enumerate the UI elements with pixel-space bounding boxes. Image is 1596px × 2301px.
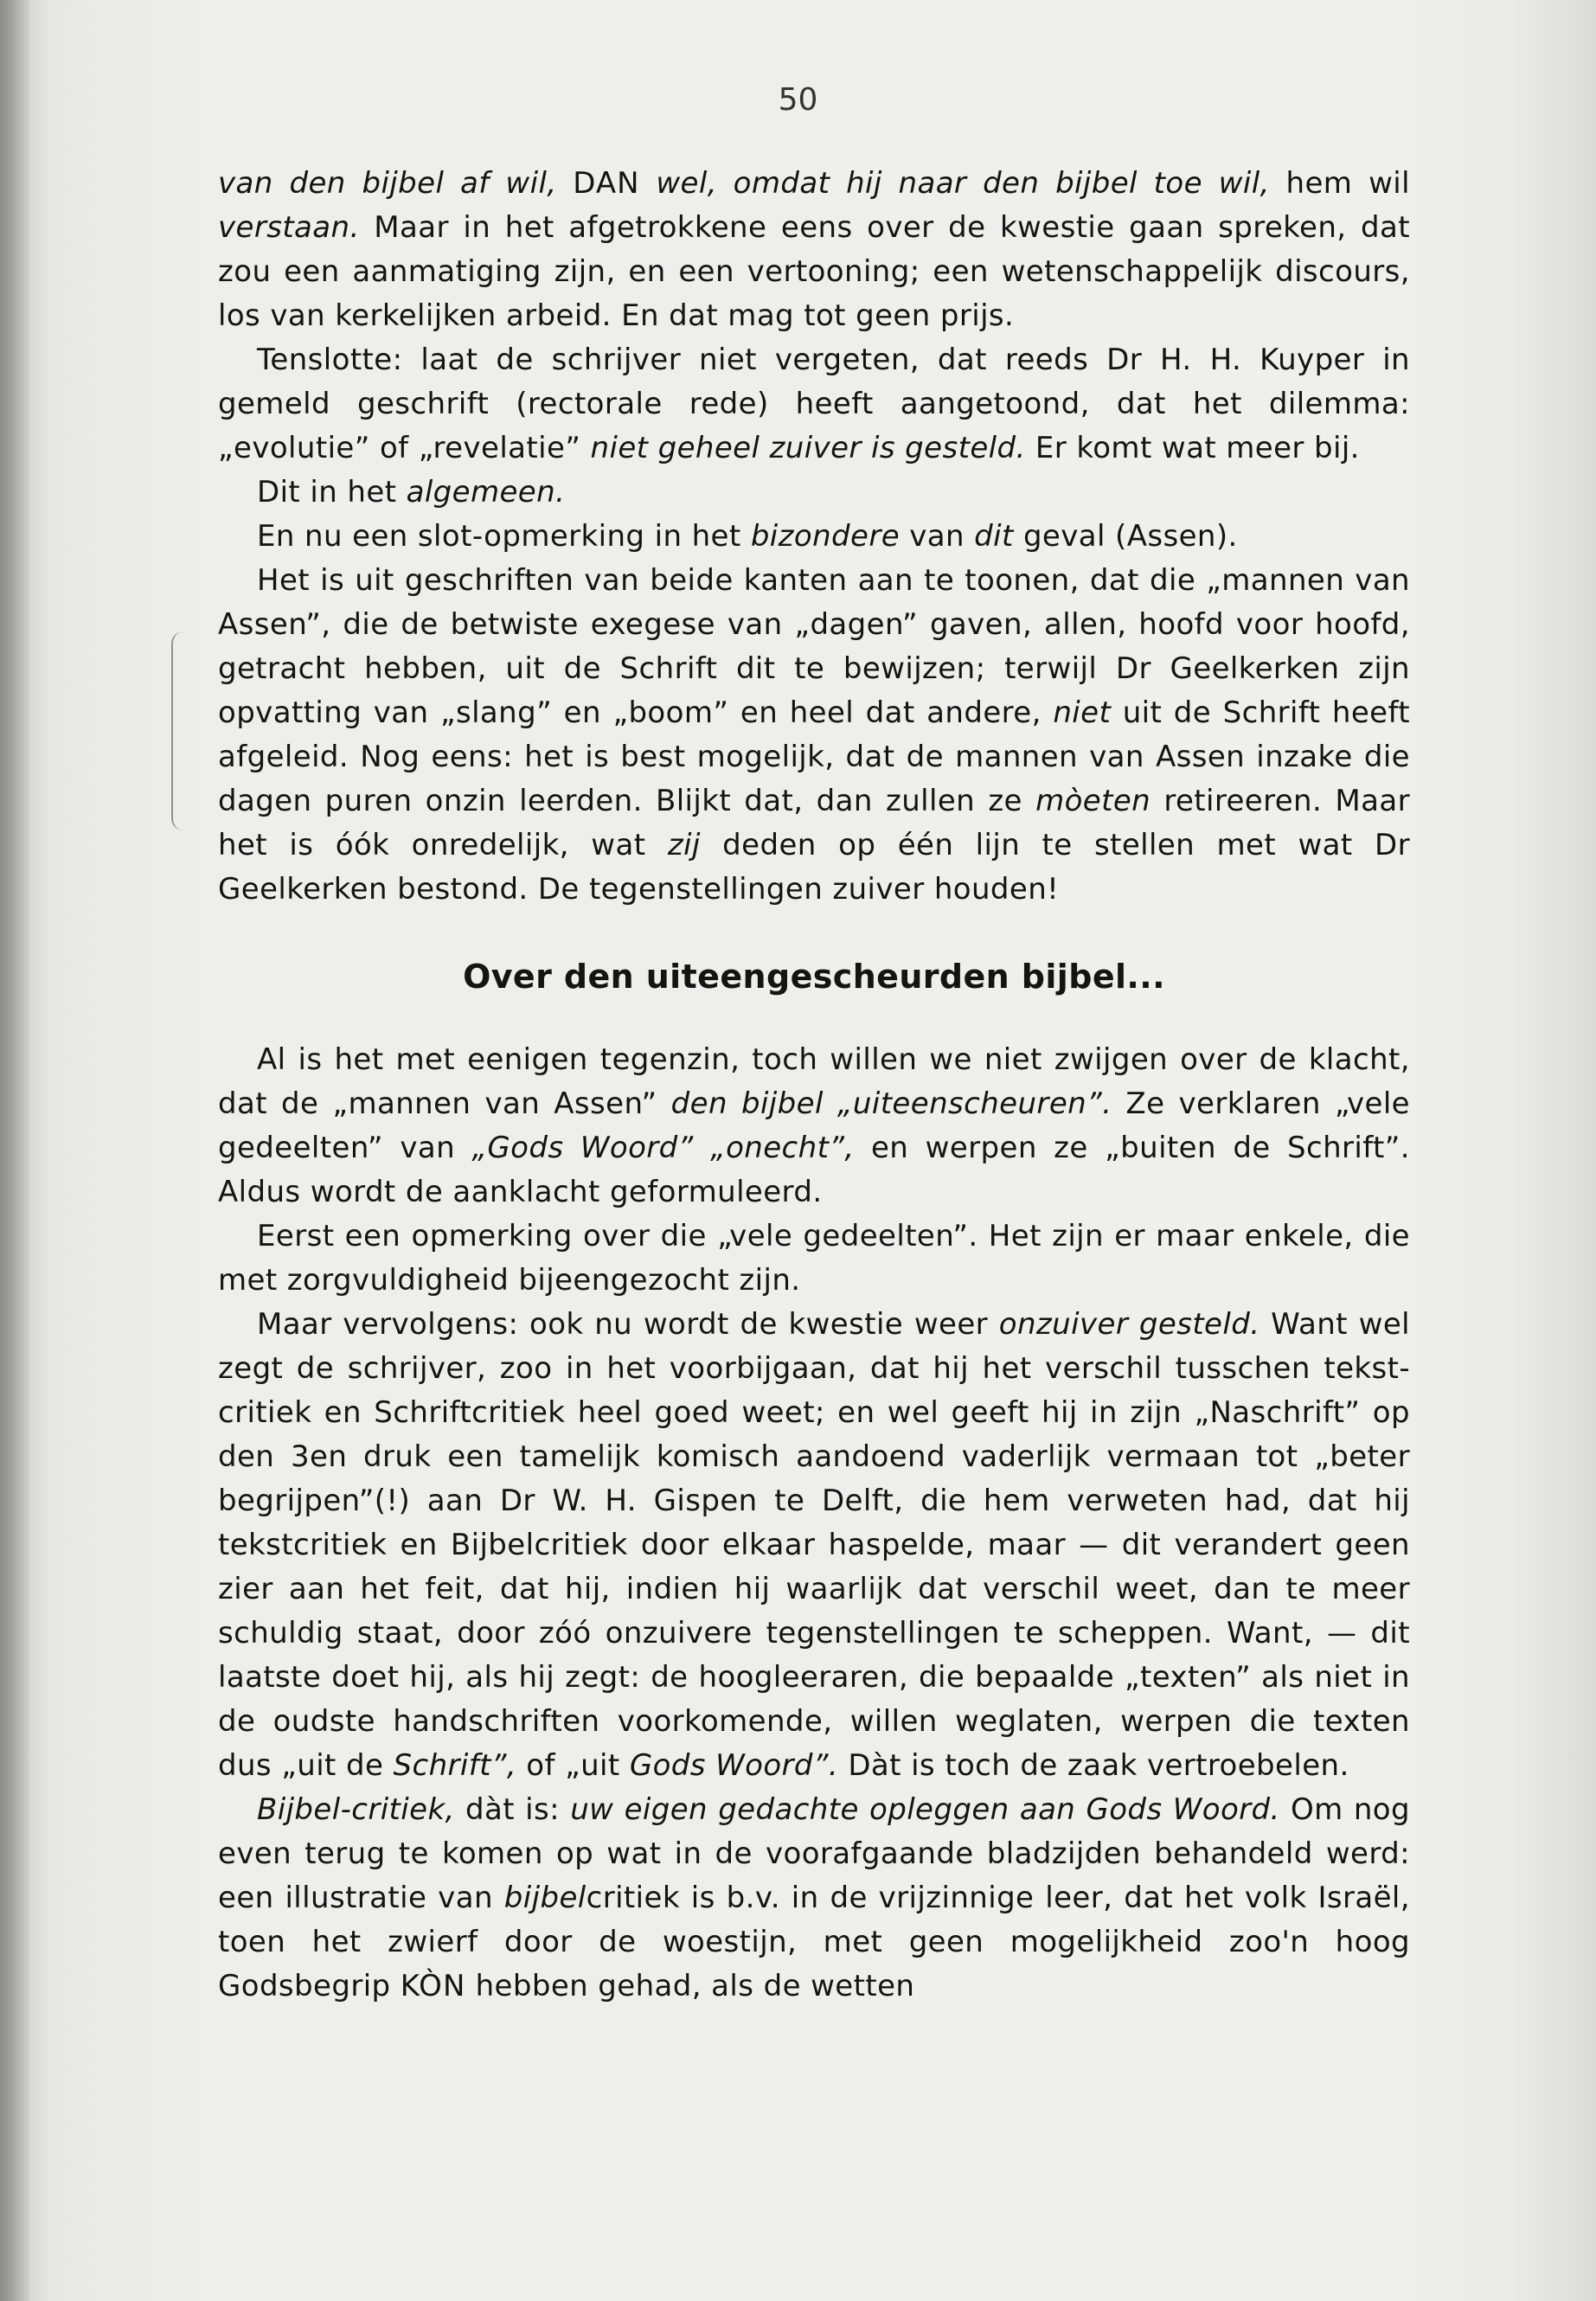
text-segment: verstaan. [218, 210, 360, 245]
text-segment: of „uit [516, 1748, 630, 1783]
text-segment: Al is het met eenigen tegenzin, toch willen we niet zwijgen over de klacht, dat de „mannen van Assen” [218, 1042, 1410, 1121]
text-segment: Dit in het [257, 475, 407, 510]
text-segment: Want wel zegt de schrijver, zoo in het voorbijgaan, dat hij het verschil tusschen tekst-critiek en Schriftcritiek heel goed weet; en wel geeft hij in zijn „Naschrift” op den 3en druk een tamelijk komisch aandoend vaderlijk vermaan tot „beter begrijpen”(!) aan Dr W. H. Gispen te Delft, die hem verweten had, dat hij tekstcritiek en Bijbelcritiek door elkaar haspelde, maar — dit verandert geen zier aan het feit, dat hij, indien hij waarlijk dat verschil weet, dan te meer schuldig staat, door zóó onzuivere tegenstellingen te scheppen. Want, — dit laatste doet hij, als hij zegt: de hoogleeraren, die bepaalde „texten” als niet in de oudste handschriften voorkomende, willen weglaten, werpen die texten dus „uit de [218, 1307, 1410, 1783]
page-edge-shadow [0, 0, 29, 2301]
text-segment: van den bijbel af wil, [218, 166, 574, 201]
text-segment: En nu een slot-opmerking in het [257, 519, 751, 554]
text-segment: hebben gehad, als de wetten [465, 1969, 915, 2003]
paragraph-1 [218, 162, 1410, 338]
text-segment: Bijbel-critiek, [257, 1792, 455, 1827]
text-segment: Maar in het afgetrokkene eens over de kwestie gaan spreken, dat zou een aanmatiging zijn, en een vertooning; een wetenschappelijk discours, los van kerkelijken arbeid. En dat mag tot geen prijs. [218, 210, 1410, 333]
paragraph-5 [218, 559, 1410, 912]
paragraph-2 [218, 338, 1410, 471]
text-segment: Ze verklaren „vele gedeelten” van [218, 1086, 1410, 1165]
text-segment: mòeten [1035, 784, 1151, 818]
text-segment: Schrift”, [393, 1748, 517, 1783]
pencil-margin-mark [171, 631, 183, 830]
text-segment: bijbel [503, 1881, 586, 1915]
text-segment: dit [974, 519, 1014, 554]
text-segment: den bijbel „uiteenscheuren”. [670, 1086, 1112, 1121]
text-segment: niet geheel zuiver is gesteld. [590, 431, 1026, 465]
text-segment: onzuiver gesteld. [998, 1307, 1260, 1342]
text-segment: Tenslotte: laat de schrijver niet vergeten, dat reeds Dr H. H. Kuyper in gemeld geschrift (rectorale rede) heeft aangetoond, dat het dilemma: „evolutie” of „revelatie” [218, 343, 1410, 465]
text-segment: Eerst een opmerking over die „vele gedeelten”. Het zijn er maar enkele, die met zorgvuldigheid bijeengezocht zijn. [218, 1219, 1410, 1298]
text-segment: Er komt wat meer bij. [1025, 431, 1360, 465]
text-segment: Het is uit geschriften van beide kanten aan te toonen, dat die „mannen van Assen”, die de betwiste exegese van „dagen” gaven, allen, hoofd voor hoofd, getracht hebben, uit de Schrift dit te bewijzen; terwijl Dr Geelkerken zijn opvatting van „slang” en „boom” en heel dat andere, [218, 563, 1410, 730]
text-segment: uw eigen gedachte opleggen aan Gods Woord. [570, 1792, 1280, 1827]
text-segment: „Gods Woord” „onecht”, [471, 1131, 855, 1165]
text-segment: zij [667, 828, 701, 862]
text-segment: KÒN [400, 1969, 466, 2003]
text-segment: en werpen ze „buiten de Schrift”. Aldus wordt de aanklacht geformuleerd. [218, 1131, 1410, 1209]
text-segment: wel, omdat hij naar den bijbel toe wil, [639, 166, 1270, 201]
paragraph-8 [218, 1303, 1410, 1788]
paragraph-3 [218, 471, 1410, 515]
paragraph-9 [218, 1788, 1410, 2009]
text-segment: hem wil [1269, 166, 1410, 201]
text-segment: algemeen. [406, 475, 566, 510]
paragraph-6 [218, 1038, 1410, 1215]
text-segment: bizondere [750, 519, 901, 554]
section-heading: Over den uiteengescheurden bijbel... [463, 958, 1165, 996]
paragraph-4 [218, 515, 1410, 559]
text-segment: van [900, 519, 975, 554]
text-segment: Gods Woord”. [629, 1748, 839, 1783]
text-segment: Dàt is toch de zaak vertroebelen. [838, 1748, 1349, 1783]
text-segment: geval (Assen). [1013, 519, 1238, 554]
text-segment: retireeren. Maar het is óók onredelijk, wat [218, 784, 1410, 862]
text-segment: critiek is b.v. in de vrijzinnige leer, dat het volk Israël, toen het zwierf door de woestijn, met geen mogelijkheid zoo'n hoog Godsbegrip [218, 1881, 1410, 2003]
text-segment: dàt is: [454, 1792, 571, 1827]
text-segment: Om nog even terug te komen op wat in de voorafgaande bladzijden behandeld werd: een illustratie van [218, 1792, 1410, 1915]
paragraph-7 [218, 1215, 1410, 1303]
text-segment: Maar vervolgens: ook nu wordt de kwestie weer [257, 1307, 999, 1342]
text-segment: DAN [573, 166, 640, 201]
page-body [218, 162, 1410, 2009]
text-segment: deden op één lijn te stellen met wat Dr Geelkerken bestond. De tegenstellingen zuiver houden! [218, 828, 1410, 907]
text-segment: uit de Schrift heeft afgeleid. Nog eens: het is best mogelijk, dat de mannen van Assen inzake die dagen puren onzin leerden. Blijkt dat, dan zullen ze [218, 695, 1410, 818]
text-segment: niet [1053, 695, 1112, 730]
page-number: 50 [778, 82, 818, 118]
